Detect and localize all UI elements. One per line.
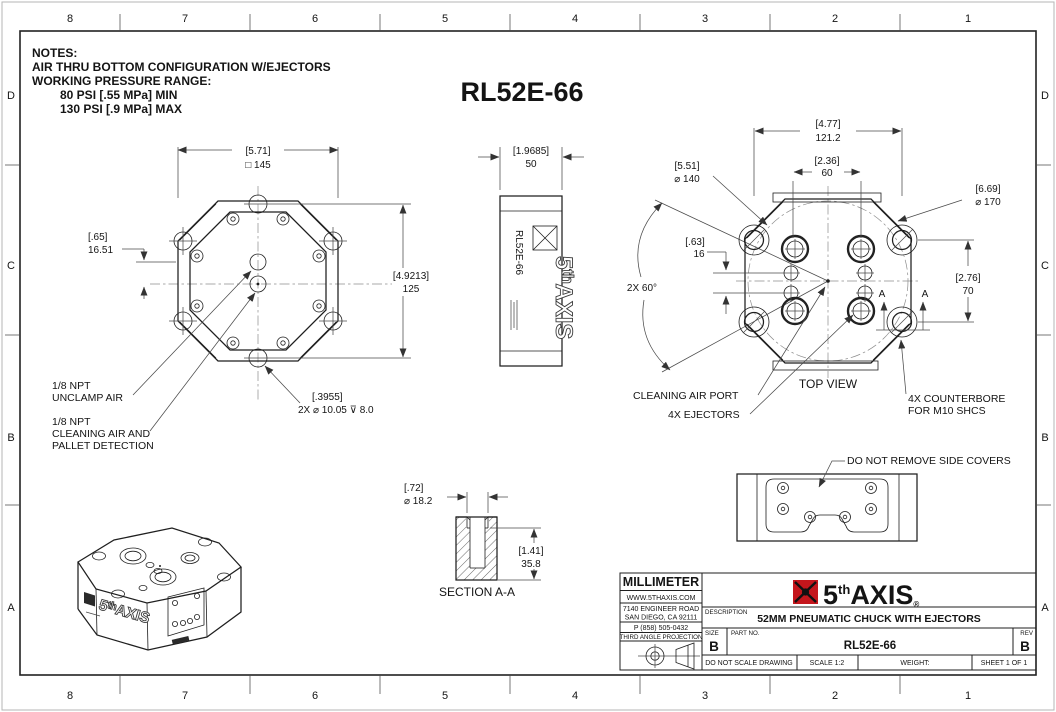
address-line: 7140 ENGINEER ROAD <box>622 606 700 613</box>
dim-width-mm: 50 <box>525 159 537 170</box>
zone-row-label: A <box>7 602 15 614</box>
dim-ejector-mm: 60 <box>821 168 833 179</box>
top-view-caption: TOP VIEW <box>798 377 858 391</box>
part-no-label: PART NO. <box>731 630 760 637</box>
section-marker: A <box>921 289 929 300</box>
side-part-marking: RL52E-66 <box>513 230 524 276</box>
zone-col-label: 8 <box>66 13 74 25</box>
label-cleaning-air-port: CLEANING AIR PORT <box>633 390 739 402</box>
label-side-covers: DO NOT REMOVE SIDE COVERS <box>847 455 1011 467</box>
zone-row-label: C <box>1041 260 1049 272</box>
zone-col-label: 2 <box>831 690 839 702</box>
label-counterbore: FOR M10 SHCS <box>908 405 986 417</box>
dim-cbore-mm: 2X ⌀ 10.05 ⊽ 8.0 <box>298 405 374 416</box>
dim-depth-mm: 35.8 <box>521 559 541 570</box>
label-cleaning-air: PALLET DETECTION <box>52 440 154 452</box>
label-cleaning-air: 1/8 NPT <box>52 416 91 428</box>
dim-offset-in: [.65] <box>88 232 108 243</box>
dim-square-in: [5.71] <box>245 146 271 157</box>
zone-col-label: 1 <box>964 13 972 25</box>
svg-text:5thAXIS® <box>823 580 919 610</box>
zone-col-label: 6 <box>311 690 319 702</box>
bottom-view <box>52 146 429 452</box>
title-block <box>620 573 1036 670</box>
weight-label: WEIGHT: <box>900 660 930 667</box>
iso-brand-marking: 5ᵗʰAXIS <box>96 596 152 628</box>
note-line: NOTES: <box>32 46 78 60</box>
dim-od-in: [6.69] <box>975 184 1001 195</box>
zone-col-label: 3 <box>701 690 709 702</box>
dim-bore-mm: ⌀ 18.2 <box>404 496 433 507</box>
size-value: B <box>709 639 719 654</box>
dim-boltcircle-in: [5.51] <box>674 161 700 172</box>
dim-height-mm: 125 <box>402 284 420 295</box>
label-ejectors: 4X EJECTORS <box>668 409 740 421</box>
label-cleaning-air: CLEANING AIR AND <box>52 428 151 440</box>
size-label: SIZE <box>705 630 719 637</box>
zone-col-label: 3 <box>701 13 709 25</box>
third-angle-projection-icon <box>638 643 700 669</box>
dim-span-mm: 121.2 <box>815 133 841 144</box>
part-no-value: RL52E-66 <box>843 640 897 652</box>
dim-angle: 2X 60° <box>626 283 658 294</box>
isometric-view <box>78 528 241 650</box>
dim-port-mm: 16 <box>693 249 705 260</box>
side-view <box>478 146 584 366</box>
description-label: DESCRIPTION <box>705 609 748 616</box>
dim-vspan-in: [2.76] <box>955 273 981 284</box>
dim-span-in: [4.77] <box>815 119 841 130</box>
note-line: 80 PSI [.55 MPa] MIN <box>60 88 178 102</box>
zone-col-label: 2 <box>831 13 839 25</box>
zone-col-label: 5 <box>441 690 449 702</box>
dim-height-in: [4.9213] <box>392 271 430 282</box>
zone-col-label: 1 <box>964 690 972 702</box>
no-scale-note: DO NOT SCALE DRAWING <box>705 660 793 667</box>
zone-row-label: C <box>7 260 15 272</box>
dim-bore-in: [.72] <box>404 483 424 494</box>
section-marker: A <box>878 289 886 300</box>
address-line: SAN DIEGO, CA 92111 <box>624 614 698 622</box>
drawing-title: RL52E-66 <box>460 77 584 107</box>
note-line: AIR THRU BOTTOM CONFIGURATION W/EJECTORS <box>32 60 331 74</box>
zone-row-label: B <box>7 432 15 444</box>
note-line: WORKING PRESSURE RANGE: <box>32 74 212 88</box>
dim-vspan-mm: 70 <box>962 286 974 297</box>
notes-block <box>32 46 331 116</box>
label-unclamp-air: 1/8 NPT <box>52 380 91 392</box>
dim-od-mm: ⌀ 170 <box>975 197 1001 208</box>
zone-col-label: 6 <box>311 13 319 25</box>
phone-text: P (858) 505-0432 <box>633 625 689 632</box>
brand-text: th <box>838 582 851 597</box>
projection-label: THIRD ANGLE PROJECTION <box>619 634 703 641</box>
description-text: 52MM PNEUMATIC CHUCK WITH EJECTORS <box>757 613 981 625</box>
zone-row-label: D <box>7 90 15 102</box>
top-view <box>627 119 1006 421</box>
dim-depth-in: [1.41] <box>518 546 544 557</box>
brand-logo <box>793 580 919 610</box>
dim-square-mm: □ 145 <box>245 160 271 171</box>
dim-width-in: [1.9685] <box>512 146 550 157</box>
zone-col-label: 8 <box>66 690 74 702</box>
registered-mark: ® <box>913 600 920 609</box>
zone-col-label: 4 <box>571 13 579 25</box>
rev-value: B <box>1020 639 1030 654</box>
units-label: MILLIMETER <box>622 575 700 589</box>
section-view <box>404 483 544 599</box>
brand-text: 5 <box>823 580 839 610</box>
zone-row-label: A <box>1041 602 1049 614</box>
rev-label: REV <box>1020 630 1033 637</box>
note-line: 130 PSI [.9 MPa] MAX <box>60 102 183 116</box>
zone-col-label: 7 <box>181 690 189 702</box>
dim-ejector-in: [2.36] <box>814 156 840 167</box>
zone-col-label: 4 <box>571 690 579 702</box>
dim-port-in: [.63] <box>685 237 705 248</box>
label-counterbore: 4X COUNTERBORE <box>908 393 1006 405</box>
zone-col-label: 5 <box>441 13 449 25</box>
scale-value: SCALE 1:2 <box>809 660 845 667</box>
zone-col-label: 7 <box>181 13 189 25</box>
brand-text: AXIS <box>850 580 914 610</box>
side-cover-view <box>737 455 1011 541</box>
zone-row-label: B <box>1041 432 1049 444</box>
zone-row-label: D <box>1041 90 1049 102</box>
section-caption: SECTION A-A <box>438 585 516 599</box>
label-unclamp-air: UNCLAMP AIR <box>52 392 123 404</box>
website-text: WWW.5THAXIS.COM <box>626 595 696 602</box>
sheet-number: SHEET 1 OF 1 <box>980 660 1028 667</box>
side-brand-marking: 5ᵗʰAXIS <box>550 256 577 340</box>
dim-offset-mm: 16.51 <box>88 245 114 256</box>
dim-boltcircle-mm: ⌀ 140 <box>674 174 700 185</box>
dim-cbore-in: [.3955] <box>312 392 343 403</box>
